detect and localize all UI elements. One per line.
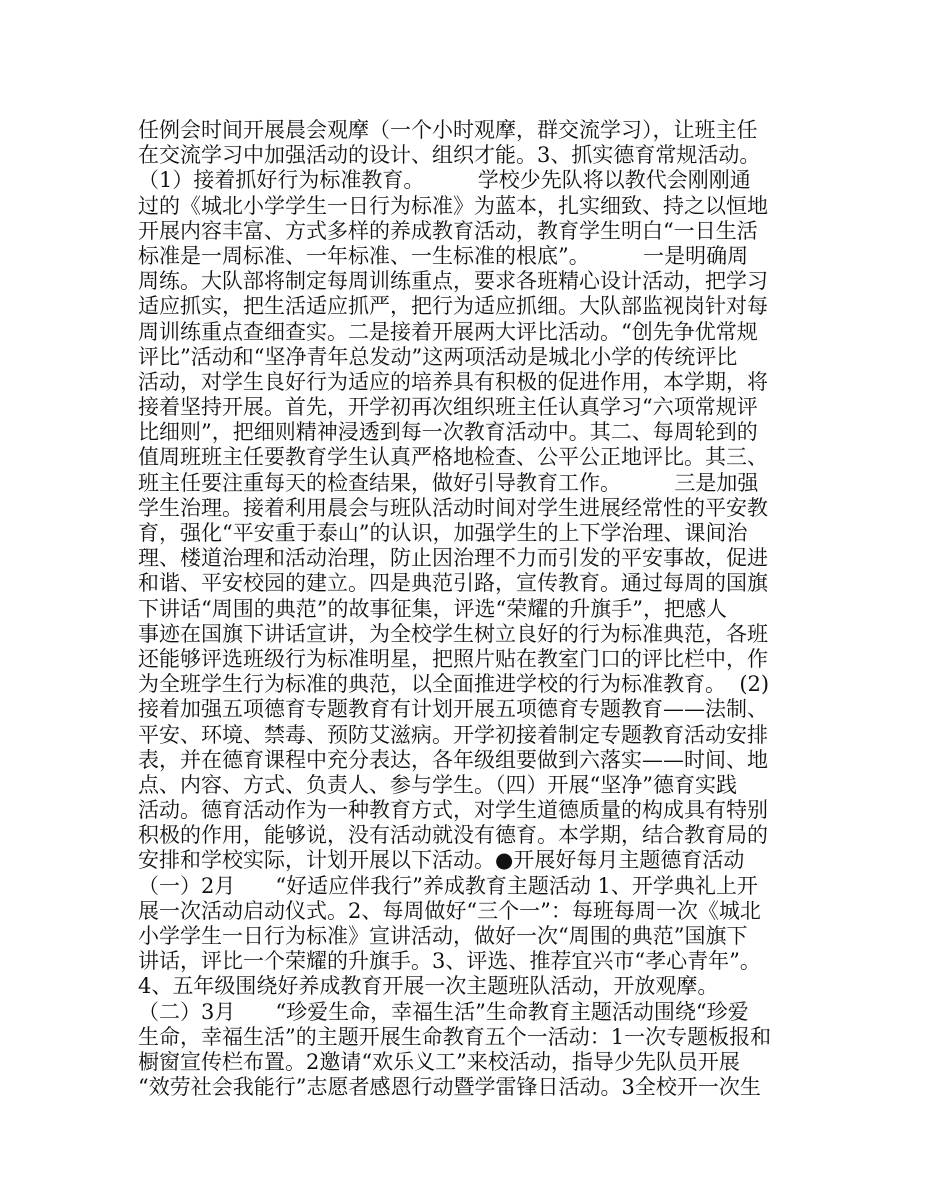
- text-line: 活动。德育活动作为一种教育方式，对学生道德质量的构成具有特别: [138, 798, 768, 823]
- text-line: （二）3月 “珍爱生命，幸福生活”生命教育主题活动围绕“珍爱: [138, 999, 749, 1024]
- text-line: 橱窗宣传栏布置。2邀请“欢乐义工”来校活动，指导少先队员开展: [138, 1049, 740, 1074]
- text-line: 展一次活动启动仪式。2、每周做好“三个一”：每班每周一次《城北: [138, 898, 761, 923]
- text-line: 4、五年级围绕好养成教育开展一次主题班队活动，开放观摩。: [138, 974, 719, 999]
- text-line: 周训练重点查细查实。二是接着开展两大评比活动。“创先争优常规: [138, 319, 758, 344]
- text-line: 为全班学生行为标准的典范，以全面推进学校的行为标准教育。 (2): [138, 672, 770, 697]
- text-line: 点、内容、方式、负责人、参与学生。（四）开展“坚净”德育实践: [138, 772, 737, 797]
- text-line: 比细则”，把细则精神浸透到每一次教育活动中。其二、每周轮到的: [138, 420, 758, 445]
- text-line: （1）接着抓好行为标准教育。 学校少先队将以教代会刚刚通: [138, 168, 751, 193]
- text-line: 过的《城北小学学生一日行为标准》为蓝本，扎实细致、持之以恒地: [138, 193, 768, 218]
- text-line: 班主任要注重每天的检查结果，做好引导教育工作。 三是加强: [138, 470, 759, 495]
- text-line: 下讲话“周围的典范”的故事征集，评选“荣耀的升旗手”，把感人: [138, 596, 727, 621]
- text-line: 接着坚持开展。首先，开学初再次组织班主任认真学习“六项常规评: [138, 395, 758, 420]
- text-line: 在交流学习中加强活动的设计、组织才能。3、抓实德育常规活动。: [138, 143, 761, 168]
- text-line: 任例会时间开展晨会观摩（一个小时观摩，群交流学习），让班主任: [138, 118, 758, 142]
- text-line: “效劳社会我能行”志愿者感恩行动暨学雷锋日活动。3全校开一次生: [138, 1075, 761, 1100]
- text-line: 讲话，评比一个荣耀的升旗手。3、评选、推荐宜兴市“孝心青年”。: [138, 949, 761, 974]
- text-line: 生命，幸福生活”的主题开展生命教育五个一活动：1一次专题板报和: [138, 1024, 772, 1049]
- text-line: （一）2月 “好适应伴我行”养成教育主题活动 1、开学典礼上开: [138, 873, 758, 898]
- text-line: 评比”活动和“坚净青年总发动”这两项活动是城北小学的传统评比: [138, 344, 738, 369]
- text-line: 开展内容丰富、方式多样的养成教育活动，教育学生明白“一日生活: [138, 218, 758, 243]
- text-line: 育，强化“平安重于泰山”的认识，加强学生的上下学治理、课间治: [138, 521, 748, 545]
- text-line: 活动，对学生良好行为适应的培养具有积极的促进作用，本学期，将: [138, 369, 768, 394]
- text-line: 表，并在德育课程中充分表达，各年级组要做到六落实——时间、地: [138, 747, 768, 772]
- text-line: 积极的作用，能够说，没有活动就没有德育。本学期，结合教育局的: [138, 823, 768, 848]
- text-line: 理、楼道治理和活动治理，防止因治理不力而引发的平安事故，促进: [138, 546, 768, 571]
- text-line: 平安、环境、禁毒、预防艾滋病。开学初接着制定专题教育活动安排: [138, 722, 768, 747]
- text-line: 事迹在国旗下讲话宣讲，为全校学生树立良好的行为标准典范，各班: [138, 621, 768, 646]
- text-line: 安排和学校实际，计划开展以下活动。●开展好每月主题德育活动: [138, 848, 745, 873]
- text-line: 适应抓实，把生活适应抓严，把行为适应抓细。大队部监视岗针对每: [138, 294, 768, 319]
- text-line: 还能够评选班级行为标准明星，把照片贴在教室门口的评比栏中，作: [138, 646, 768, 671]
- text-line: 接着加强五项德育专题教育有计划开展五项德育专题教育——法制、: [138, 697, 768, 722]
- text-line: 标准是一周标准、一年标准、一生标准的根底”。 一是明确周: [138, 243, 749, 268]
- text-line: 周练。大队部将制定每周训练重点，要求各班精心设计活动，把学习: [138, 269, 768, 294]
- text-line: 学生治理。接着利用晨会与班队活动时间对学生进展经常性的平安教: [138, 495, 768, 520]
- body-text: [138, 118, 818, 1100]
- text-line: 值周班班主任要教育学生认真严格地检查、公平公正地评比。其三、: [138, 445, 768, 470]
- text-line: 和谐、平安校园的建立。四是典范引路，宣传教育。通过每周的国旗: [138, 571, 768, 596]
- text-line: 小学学生一日行为标准》宣讲活动，做好一次“周围的典范”国旗下: [138, 924, 748, 948]
